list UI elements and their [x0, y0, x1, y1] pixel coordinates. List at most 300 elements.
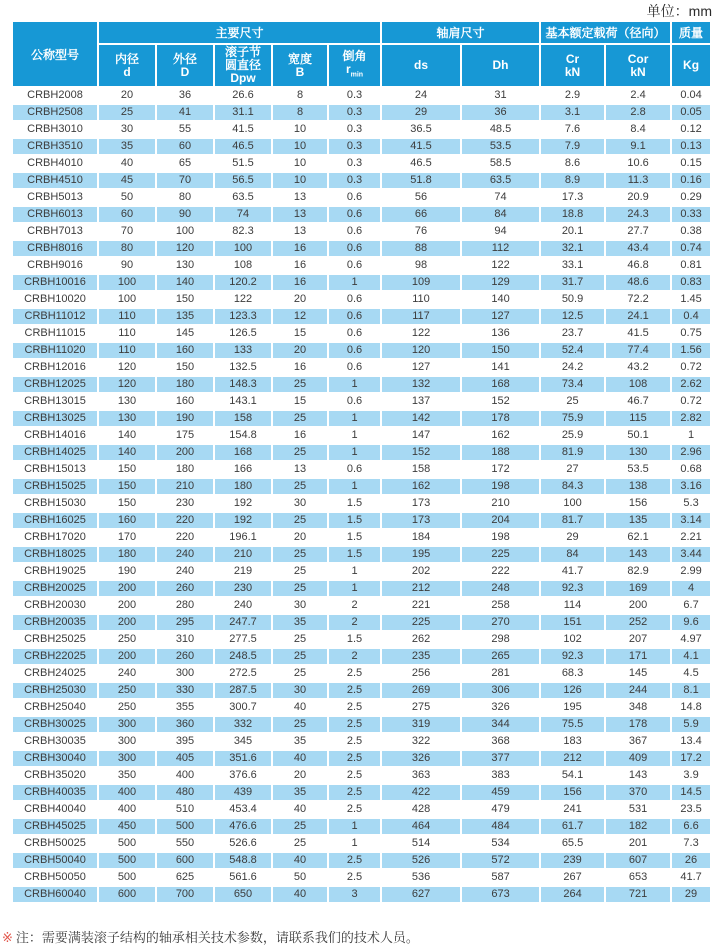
value-cell: 260: [157, 581, 215, 598]
value-cell: 250: [99, 700, 157, 717]
value-cell: 10: [273, 122, 329, 139]
value-cell: 25: [273, 547, 329, 564]
value-cell: 123.3: [215, 309, 273, 326]
value-cell: 332: [215, 717, 273, 734]
value-cell: 15: [273, 326, 329, 343]
value-cell: 3.9: [672, 768, 712, 785]
value-cell: 52.4: [541, 343, 606, 360]
value-cell: 24: [382, 88, 462, 105]
value-cell: 120: [382, 343, 462, 360]
value-cell: 0.3: [329, 88, 382, 105]
value-cell: 344: [462, 717, 541, 734]
value-cell: 178: [462, 411, 541, 428]
value-cell: 25: [541, 394, 606, 411]
value-cell: 13: [273, 190, 329, 207]
value-cell: 40: [273, 751, 329, 768]
value-cell: 120: [99, 377, 157, 394]
value-cell: 150: [99, 462, 157, 479]
model-cell: CRBH25025: [13, 632, 99, 649]
value-cell: 17.2: [672, 751, 712, 768]
value-cell: 152: [462, 394, 541, 411]
value-cell: 2.5: [329, 734, 382, 751]
value-cell: 130: [99, 394, 157, 411]
model-cell: CRBH25030: [13, 683, 99, 700]
value-cell: 36.5: [382, 122, 462, 139]
value-cell: 0.38: [672, 224, 712, 241]
value-cell: 210: [157, 479, 215, 496]
footnote-marker: ※: [2, 930, 13, 945]
value-cell: 140: [157, 275, 215, 292]
value-cell: 110: [99, 309, 157, 326]
value-cell: 46.7: [606, 394, 672, 411]
value-cell: 200: [99, 649, 157, 666]
value-cell: 3.1: [541, 105, 606, 122]
value-cell: 721: [606, 887, 672, 904]
value-cell: 355: [157, 700, 215, 717]
value-cell: 300: [99, 734, 157, 751]
value-cell: 126: [541, 683, 606, 700]
value-cell: 0.6: [329, 207, 382, 224]
value-cell: 133: [215, 343, 273, 360]
model-cell: CRBH45025: [13, 819, 99, 836]
value-cell: 300: [99, 717, 157, 734]
model-cell: CRBH15013: [13, 462, 99, 479]
value-cell: 80: [99, 241, 157, 258]
value-cell: 395: [157, 734, 215, 751]
value-cell: 0.12: [672, 122, 712, 139]
model-cell: CRBH12025: [13, 377, 99, 394]
value-cell: 0.3: [329, 173, 382, 190]
value-cell: 20: [273, 530, 329, 547]
model-cell: CRBH15025: [13, 479, 99, 496]
value-cell: 180: [99, 547, 157, 564]
value-cell: 77.4: [606, 343, 672, 360]
value-cell: 160: [99, 513, 157, 530]
table-row: [13, 394, 712, 411]
value-cell: 368: [462, 734, 541, 751]
value-cell: 137: [382, 394, 462, 411]
model-cell: CRBH3510: [13, 139, 99, 156]
model-cell: CRBH5013: [13, 190, 99, 207]
value-cell: 0.6: [329, 326, 382, 343]
table-row: [13, 717, 712, 734]
value-cell: 100: [215, 241, 273, 258]
table-row: [13, 309, 712, 326]
value-cell: 26: [672, 853, 712, 870]
value-cell: 63.5: [215, 190, 273, 207]
value-cell: 405: [157, 751, 215, 768]
value-cell: 198: [462, 479, 541, 496]
table-row: [13, 88, 712, 105]
value-cell: 0.6: [329, 258, 382, 275]
value-cell: 200: [99, 598, 157, 615]
value-cell: 20: [273, 768, 329, 785]
value-cell: 50: [99, 190, 157, 207]
value-cell: 156: [606, 496, 672, 513]
model-cell: CRBH13015: [13, 394, 99, 411]
value-cell: 127: [462, 309, 541, 326]
value-cell: 2.5: [329, 853, 382, 870]
value-cell: 319: [382, 717, 462, 734]
value-cell: 170: [99, 530, 157, 547]
value-cell: 31: [462, 88, 541, 105]
value-cell: 70: [157, 173, 215, 190]
value-cell: 264: [541, 887, 606, 904]
value-cell: 66: [382, 207, 462, 224]
value-cell: 2.62: [672, 377, 712, 394]
value-cell: 24.1: [606, 309, 672, 326]
value-cell: 50.9: [541, 292, 606, 309]
model-cell: CRBH50025: [13, 836, 99, 853]
model-cell: CRBH13025: [13, 411, 99, 428]
value-cell: 240: [157, 564, 215, 581]
value-cell: 480: [157, 785, 215, 802]
value-cell: 60: [99, 207, 157, 224]
value-cell: 136: [462, 326, 541, 343]
value-cell: 129: [462, 275, 541, 292]
value-cell: 54.1: [541, 768, 606, 785]
value-cell: 53.5: [606, 462, 672, 479]
table-row: [13, 139, 712, 156]
value-cell: 0.3: [329, 156, 382, 173]
value-cell: 40: [99, 156, 157, 173]
col-header-static-load-cor: Cor kN: [606, 45, 672, 88]
value-cell: 627: [382, 887, 462, 904]
value-cell: 0.6: [329, 394, 382, 411]
value-cell: 0.6: [329, 360, 382, 377]
model-cell: CRBH35020: [13, 768, 99, 785]
value-cell: 400: [99, 802, 157, 819]
value-cell: 172: [462, 462, 541, 479]
value-cell: 166: [215, 462, 273, 479]
value-cell: 30: [99, 122, 157, 139]
value-cell: 40: [273, 802, 329, 819]
value-cell: 195: [541, 700, 606, 717]
table-row: [13, 224, 712, 241]
value-cell: 6.6: [672, 819, 712, 836]
value-cell: 132: [382, 377, 462, 394]
table-row: [13, 207, 712, 224]
model-cell: CRBH22025: [13, 649, 99, 666]
value-cell: 300: [157, 666, 215, 683]
value-cell: 17.3: [541, 190, 606, 207]
value-cell: 169: [606, 581, 672, 598]
value-cell: 13: [273, 207, 329, 224]
value-cell: 240: [215, 598, 273, 615]
value-cell: 80: [157, 190, 215, 207]
value-cell: 200: [99, 581, 157, 598]
value-cell: 210: [462, 496, 541, 513]
value-cell: 82.3: [215, 224, 273, 241]
value-cell: 3: [329, 887, 382, 904]
value-cell: 363: [382, 768, 462, 785]
value-cell: 30: [273, 683, 329, 700]
model-cell: CRBH10020: [13, 292, 99, 309]
value-cell: 152: [382, 445, 462, 462]
col-header-inner-diameter: 内径 d: [99, 45, 157, 88]
value-cell: 377: [462, 751, 541, 768]
value-cell: 240: [157, 547, 215, 564]
value-cell: 0.13: [672, 139, 712, 156]
value-cell: 450: [99, 819, 157, 836]
value-cell: 35: [99, 139, 157, 156]
group-header-shoulder-dimensions: 轴肩尺寸: [382, 22, 541, 45]
value-cell: 235: [382, 649, 462, 666]
table-row: [13, 581, 712, 598]
value-cell: 9.6: [672, 615, 712, 632]
value-cell: 221: [382, 598, 462, 615]
value-cell: 130: [99, 411, 157, 428]
value-cell: 2: [329, 598, 382, 615]
value-cell: 1: [329, 377, 382, 394]
value-cell: 3.16: [672, 479, 712, 496]
value-cell: 16: [273, 275, 329, 292]
value-cell: 30: [273, 496, 329, 513]
value-cell: 0.29: [672, 190, 712, 207]
value-cell: 2.5: [329, 802, 382, 819]
model-cell: CRBH50040: [13, 853, 99, 870]
model-cell: CRBH4510: [13, 173, 99, 190]
value-cell: 142: [382, 411, 462, 428]
value-cell: 92.3: [541, 581, 606, 598]
value-cell: 35: [273, 785, 329, 802]
value-cell: 114: [541, 598, 606, 615]
value-cell: 65: [157, 156, 215, 173]
value-cell: 2.5: [329, 751, 382, 768]
value-cell: 115: [606, 411, 672, 428]
value-cell: 25: [273, 717, 329, 734]
value-cell: 195: [382, 547, 462, 564]
value-cell: 175: [157, 428, 215, 445]
value-cell: 25: [273, 377, 329, 394]
value-cell: 600: [157, 853, 215, 870]
value-cell: 41.5: [215, 122, 273, 139]
col-header-model: 公称型号: [13, 22, 99, 88]
value-cell: 2.5: [329, 700, 382, 717]
value-cell: 439: [215, 785, 273, 802]
value-cell: 0.33: [672, 207, 712, 224]
value-cell: 171: [606, 649, 672, 666]
value-cell: 212: [382, 581, 462, 598]
value-cell: 145: [606, 666, 672, 683]
value-cell: 100: [157, 224, 215, 241]
value-cell: 145: [157, 326, 215, 343]
value-cell: 510: [157, 802, 215, 819]
table-row: [13, 836, 712, 853]
value-cell: 270: [462, 615, 541, 632]
value-cell: 2.5: [329, 785, 382, 802]
value-cell: 82.9: [606, 564, 672, 581]
footnote: [2, 927, 419, 946]
value-cell: 0.74: [672, 241, 712, 258]
value-cell: 30: [273, 598, 329, 615]
value-cell: 25: [273, 479, 329, 496]
value-cell: 48.5: [462, 122, 541, 139]
value-cell: 2: [329, 615, 382, 632]
value-cell: 13: [273, 224, 329, 241]
value-cell: 40: [273, 887, 329, 904]
value-cell: 143.1: [215, 394, 273, 411]
value-cell: 35: [273, 615, 329, 632]
value-cell: 330: [157, 683, 215, 700]
value-cell: 56: [382, 190, 462, 207]
table-row: [13, 105, 712, 122]
table-row: [13, 462, 712, 479]
value-cell: 500: [99, 836, 157, 853]
value-cell: 0.6: [329, 343, 382, 360]
model-cell: CRBH7013: [13, 224, 99, 241]
model-cell: CRBH4010: [13, 156, 99, 173]
value-cell: 190: [99, 564, 157, 581]
value-cell: 350: [99, 768, 157, 785]
group-header-main-dimensions: 主要尺寸: [99, 22, 382, 45]
value-cell: 10: [273, 156, 329, 173]
value-cell: 298: [462, 632, 541, 649]
table-row: [13, 258, 712, 275]
value-cell: 1.5: [329, 496, 382, 513]
model-cell: CRBH20035: [13, 615, 99, 632]
table-row: [13, 173, 712, 190]
value-cell: 20.9: [606, 190, 672, 207]
value-cell: 265: [462, 649, 541, 666]
value-cell: 150: [99, 496, 157, 513]
model-cell: CRBH12016: [13, 360, 99, 377]
value-cell: 1: [329, 445, 382, 462]
value-cell: 132.5: [215, 360, 273, 377]
value-cell: 476.6: [215, 819, 273, 836]
value-cell: 36: [462, 105, 541, 122]
value-cell: 500: [157, 819, 215, 836]
group-header-mass: 质量: [672, 22, 712, 45]
value-cell: 198: [462, 530, 541, 547]
value-cell: 90: [157, 207, 215, 224]
value-cell: 277.5: [215, 632, 273, 649]
value-cell: 33.1: [541, 258, 606, 275]
value-cell: 122: [382, 326, 462, 343]
value-cell: 0.4: [672, 309, 712, 326]
value-cell: 56.5: [215, 173, 273, 190]
value-cell: 75.5: [541, 717, 606, 734]
value-cell: 241: [541, 802, 606, 819]
table-row: [13, 530, 712, 547]
value-cell: 514: [382, 836, 462, 853]
value-cell: 500: [99, 853, 157, 870]
value-cell: 3.44: [672, 547, 712, 564]
value-cell: 526.6: [215, 836, 273, 853]
value-cell: 100: [99, 292, 157, 309]
value-cell: 29: [382, 105, 462, 122]
value-cell: 256: [382, 666, 462, 683]
value-cell: 0.6: [329, 462, 382, 479]
value-cell: 72.2: [606, 292, 672, 309]
value-cell: 48.6: [606, 275, 672, 292]
value-cell: 219: [215, 564, 273, 581]
value-cell: 0.75: [672, 326, 712, 343]
value-cell: 0.72: [672, 394, 712, 411]
value-cell: 46.5: [215, 139, 273, 156]
value-cell: 122: [462, 258, 541, 275]
value-cell: 84.3: [541, 479, 606, 496]
value-cell: 25: [273, 564, 329, 581]
value-cell: 16: [273, 360, 329, 377]
value-cell: 156: [541, 785, 606, 802]
value-cell: 7.9: [541, 139, 606, 156]
value-cell: 8: [273, 88, 329, 105]
table-row: [13, 819, 712, 836]
table-row: [13, 887, 712, 904]
value-cell: 1.45: [672, 292, 712, 309]
value-cell: 0.6: [329, 292, 382, 309]
value-cell: 13.4: [672, 734, 712, 751]
value-cell: 650: [215, 887, 273, 904]
value-cell: 9.1: [606, 139, 672, 156]
value-cell: 210: [215, 547, 273, 564]
model-cell: CRBH11015: [13, 326, 99, 343]
value-cell: 409: [606, 751, 672, 768]
value-cell: 230: [157, 496, 215, 513]
value-cell: 0.6: [329, 309, 382, 326]
value-cell: 1.5: [329, 632, 382, 649]
value-cell: 0.3: [329, 105, 382, 122]
value-cell: 25: [99, 105, 157, 122]
value-cell: 300: [99, 751, 157, 768]
table-header: [13, 22, 712, 88]
value-cell: 23.5: [672, 802, 712, 819]
table-row: [13, 547, 712, 564]
value-cell: 180: [215, 479, 273, 496]
value-cell: 168: [462, 377, 541, 394]
value-cell: 536: [382, 870, 462, 887]
value-cell: 248: [462, 581, 541, 598]
value-cell: 225: [462, 547, 541, 564]
value-cell: 2.96: [672, 445, 712, 462]
value-cell: 150: [99, 479, 157, 496]
value-cell: 84: [541, 547, 606, 564]
value-cell: 1: [329, 479, 382, 496]
value-cell: 141: [462, 360, 541, 377]
value-cell: 73.4: [541, 377, 606, 394]
value-cell: 76: [382, 224, 462, 241]
value-cell: 258: [462, 598, 541, 615]
value-cell: 600: [99, 887, 157, 904]
model-cell: CRBH16025: [13, 513, 99, 530]
value-cell: 561.6: [215, 870, 273, 887]
value-cell: 12: [273, 309, 329, 326]
value-cell: 147: [382, 428, 462, 445]
value-cell: 196.1: [215, 530, 273, 547]
value-cell: 178: [606, 717, 672, 734]
value-cell: 7.6: [541, 122, 606, 139]
value-cell: 500: [99, 870, 157, 887]
value-cell: 184: [382, 530, 462, 547]
value-cell: 140: [99, 445, 157, 462]
table-row: [13, 326, 712, 343]
value-cell: 4.97: [672, 632, 712, 649]
value-cell: 61.7: [541, 819, 606, 836]
model-cell: CRBH40035: [13, 785, 99, 802]
value-cell: 162: [382, 479, 462, 496]
value-cell: 10: [273, 139, 329, 156]
col-header-housing-shoulder-dh: Dh: [462, 45, 541, 88]
value-cell: 550: [157, 836, 215, 853]
value-cell: 143: [606, 547, 672, 564]
value-cell: 24.2: [541, 360, 606, 377]
value-cell: 262: [382, 632, 462, 649]
table-row: [13, 649, 712, 666]
value-cell: 240: [99, 666, 157, 683]
col-header-outer-diameter: 外径 D: [157, 45, 215, 88]
value-cell: 1: [672, 428, 712, 445]
